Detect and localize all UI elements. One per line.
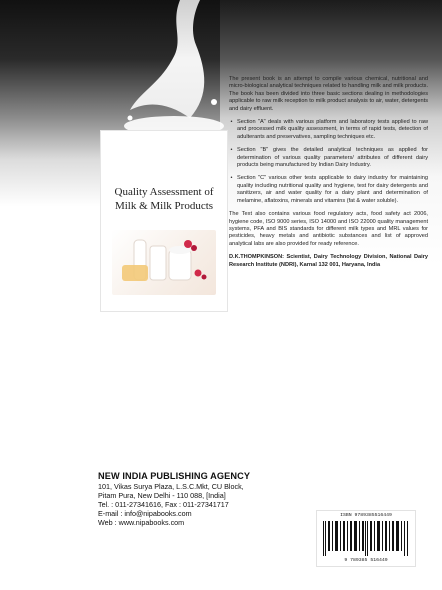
- bullet-icon: •: [230, 175, 233, 182]
- publisher-name: NEW INDIA PUBLISHING AGENCY: [98, 471, 251, 481]
- text-paragraph-2: The Text also contains various food regulatory acts, food safety act 2006, hygiene code, ISO 9000 series, ISO 14000 and ISO 22000 quality management systems, PFA and BIS standards for different milk types and MRL values for pesticides, heavy metals and antibiotic substances and list of approved analytical labs are also provided for ready reference.: [229, 211, 428, 247]
- bullet-icon: •: [230, 119, 233, 126]
- publisher-website: Web : www.nipabooks.com: [98, 518, 185, 527]
- publisher-phone-fax: Tel. : 011-27341616, Fax : 011-27341717: [98, 500, 229, 509]
- barcode-bars: [323, 521, 409, 556]
- section-c-bullet: • Section "C" various other tests applicable to dairy industry for maintaining quality including nutritional quality and hygiene, test for dairy detergents and sanitizers, air and water quality for a dairy plant and determination of melamine, aflatoxins, minerals and vitamins (fat & water soluble).: [229, 175, 428, 211]
- book-title: Quality Assessment of Milk & Milk Products: [114, 186, 214, 212]
- author-bio: D.K.THOMPKINSON: Scientist, Dairy Technology Division, National Dairy Research Institute (NDRI), Karnal 132 001, Haryana, India: [229, 254, 428, 268]
- section-a-bullet: • Section "A" deals with various platform and laboratory tests applied to raw and processed milk quality assessment, in terms of rapid tests, detection of adulterants and preservatives, sampling techniques etc.: [229, 119, 428, 147]
- bullet-icon: •: [230, 147, 233, 154]
- barcode: [316, 510, 416, 567]
- publisher-address-line-1: 101, Vikas Surya Plaza, L.S.C.Mkt, CU Block,: [98, 482, 244, 491]
- section-b-bullet: • Section "B" gives the detailed analytical techniques as applied for determination of various quality parameters/ attributes of different dairy products being manufactured by Indian Dairy Industry.: [229, 147, 428, 175]
- intro-paragraph: The present book is an attempt to compile various chemical, nutritional and micro-biological analytical techniques related to handling milk and milk products. The book has been divided into three basic sections dealing in methodologies applicable to raw milk reception to milk product analysis to air, water, detergents and dairy effluent.: [229, 76, 428, 112]
- publisher-email: E-mail : info@nipabooks.com: [98, 509, 192, 518]
- cover-card: [100, 130, 228, 312]
- milk-splash-image: [110, 0, 230, 140]
- back-cover-text: [229, 76, 428, 275]
- dairy-products-illustration: [112, 230, 216, 295]
- dairy-products-photo: [112, 230, 216, 295]
- isbn-label: ISBN 9789385516449: [340, 513, 392, 518]
- barcode-number: 9 789385 516449: [344, 558, 388, 563]
- publisher-info: [98, 472, 308, 527]
- publisher-address-line-2: Pitam Pura, New Delhi - 110 088, [India]: [98, 491, 226, 500]
